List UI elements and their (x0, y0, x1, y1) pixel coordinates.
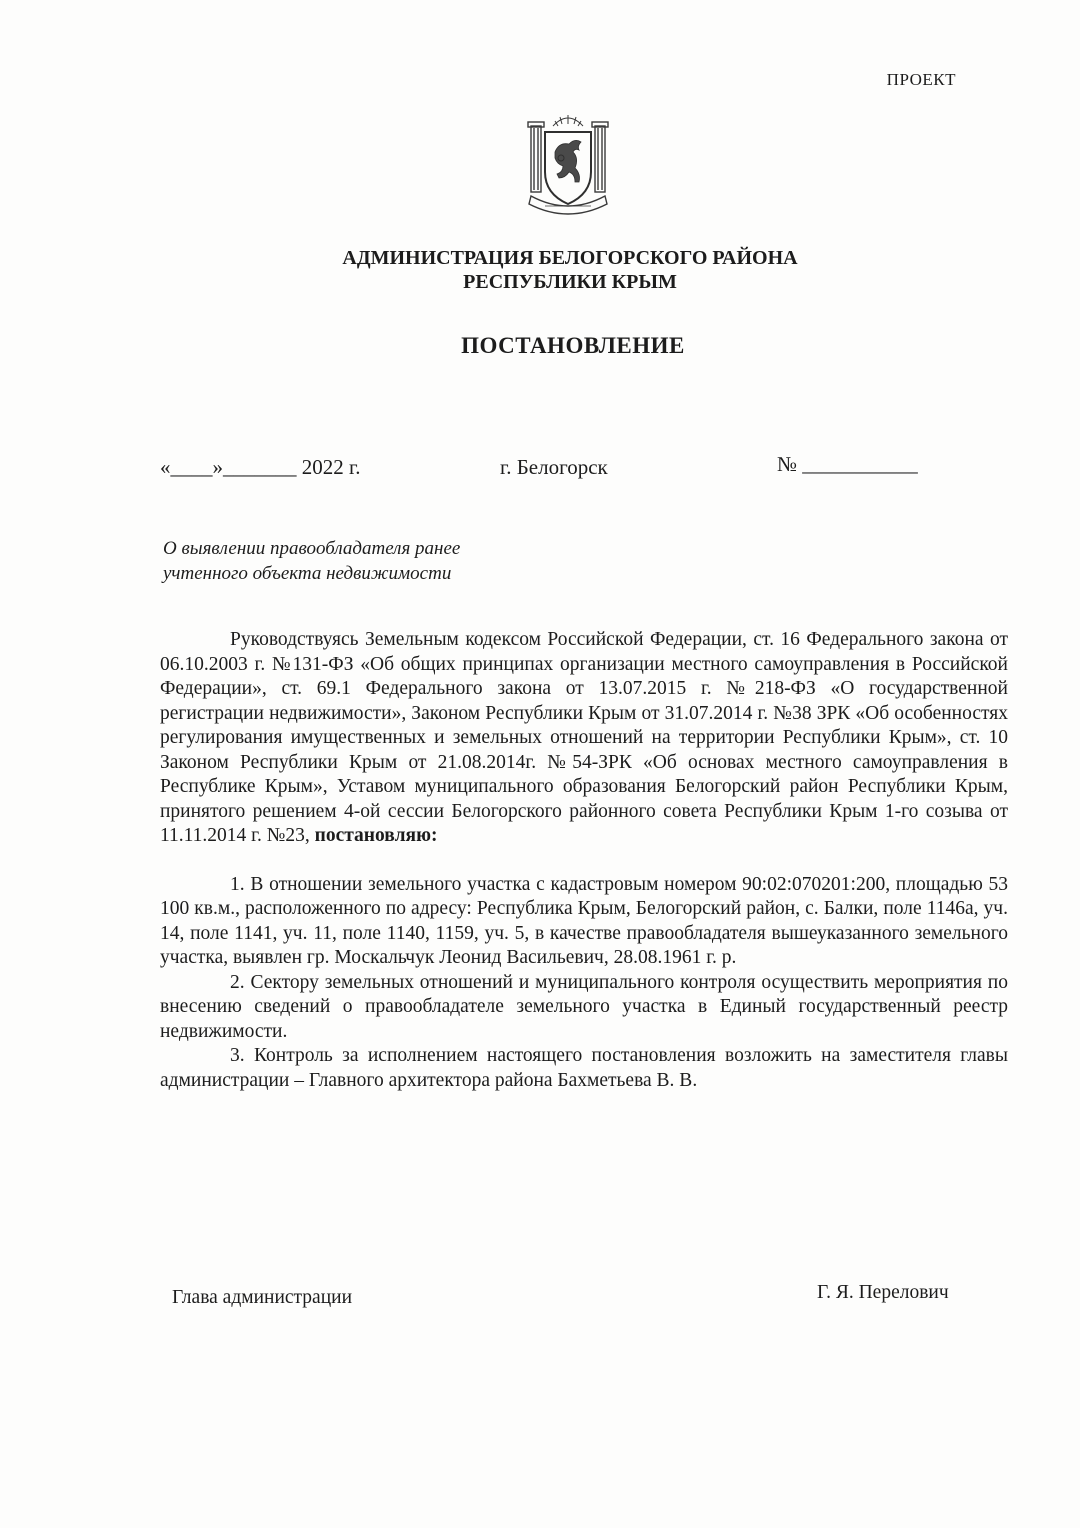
organization-line-2: РЕСПУБЛИКИ КРЫМ (463, 271, 677, 293)
decree-item-2: 2. Сектору земельных отношений и муниципального контроля осуществить мероприятия по внесению сведений о правообладателе земельного участка в Единый государственный реестр недвижимости. (160, 971, 1008, 1042)
draft-mark: ПРОЕКТ (886, 70, 956, 89)
signer-name: Г. Я. Перелович (817, 1282, 949, 1303)
subject-line-2: учтенного объекта недвижимости (163, 563, 452, 584)
document-number: № ___________ (777, 452, 918, 476)
decree-word: постановляю: (314, 825, 438, 846)
preamble-paragraph (160, 628, 1008, 849)
document-city: г. Белогорск (500, 455, 608, 479)
document-type: ПОСТАНОВЛЕНИЕ (461, 333, 685, 358)
preamble-text: Руководствуясь Земельным кодексом Российской Федерации, ст. 16 Федерального закона от 06.10.2003 г. №131-ФЗ «Об общих принципах организации местного самоуправления в Российской Федерации», ст. 69.1 Федерального закона от 13.07.2015 г. №218-ФЗ «О государственной регистрации недвижимости», Законом Республики Крым от 31.07.2014 г. №38 ЗРК «Об особенностях регулирования имущественных и земельных отношений на территории Республики Крым», ст. 10 Законом Республики Крым от 21.08.2014г. №54-ЗРК «Об основах местного самоуправления в Республике Крым», Уставом муниципального образования Белогорский район Республики Крым, принятого решением 4-ой сессии Белогорского районного совета Республики Крым 1-го созыва от 11.11.2014 г. №23, (160, 629, 1008, 846)
document-date: «____»_______ 2022 г. (160, 455, 361, 479)
document-subject (163, 536, 460, 586)
paragraph-gap (160, 849, 1008, 873)
subject-line-1: О выявлении правообладателя ранее (163, 538, 461, 559)
organization-name (0, 246, 1080, 294)
crimea-coat-of-arms-icon (525, 112, 611, 220)
document-body (160, 628, 1008, 1093)
decree-item-3: 3. Контроль за исполнением настоящего постановления возложить на заместителя главы администрации – Главного архитектора района Бахметьева В. В. (160, 1045, 1008, 1091)
signer-title: Глава администрации (172, 1287, 353, 1308)
organization-line-1: АДМИНИСТРАЦИЯ БЕЛОГОРСКОГО РАЙОНА (342, 247, 798, 269)
decree-item-1: 1. В отношении земельного участка с кадастровым номером 90:02:070201:200, площадью 53 100 кв.м., расположенного по адресу: Республика Крым, Белогорский район, с. Балки, поле 1146а, уч. 14, поле 1141, уч. 11, поле 1140, 1159, уч. 5, в качестве правообладателя вышеуказанного земельного участка, выявлен гр. Москальчук Леонид Васильевич, 28.08.1961 г. р. (160, 873, 1008, 968)
